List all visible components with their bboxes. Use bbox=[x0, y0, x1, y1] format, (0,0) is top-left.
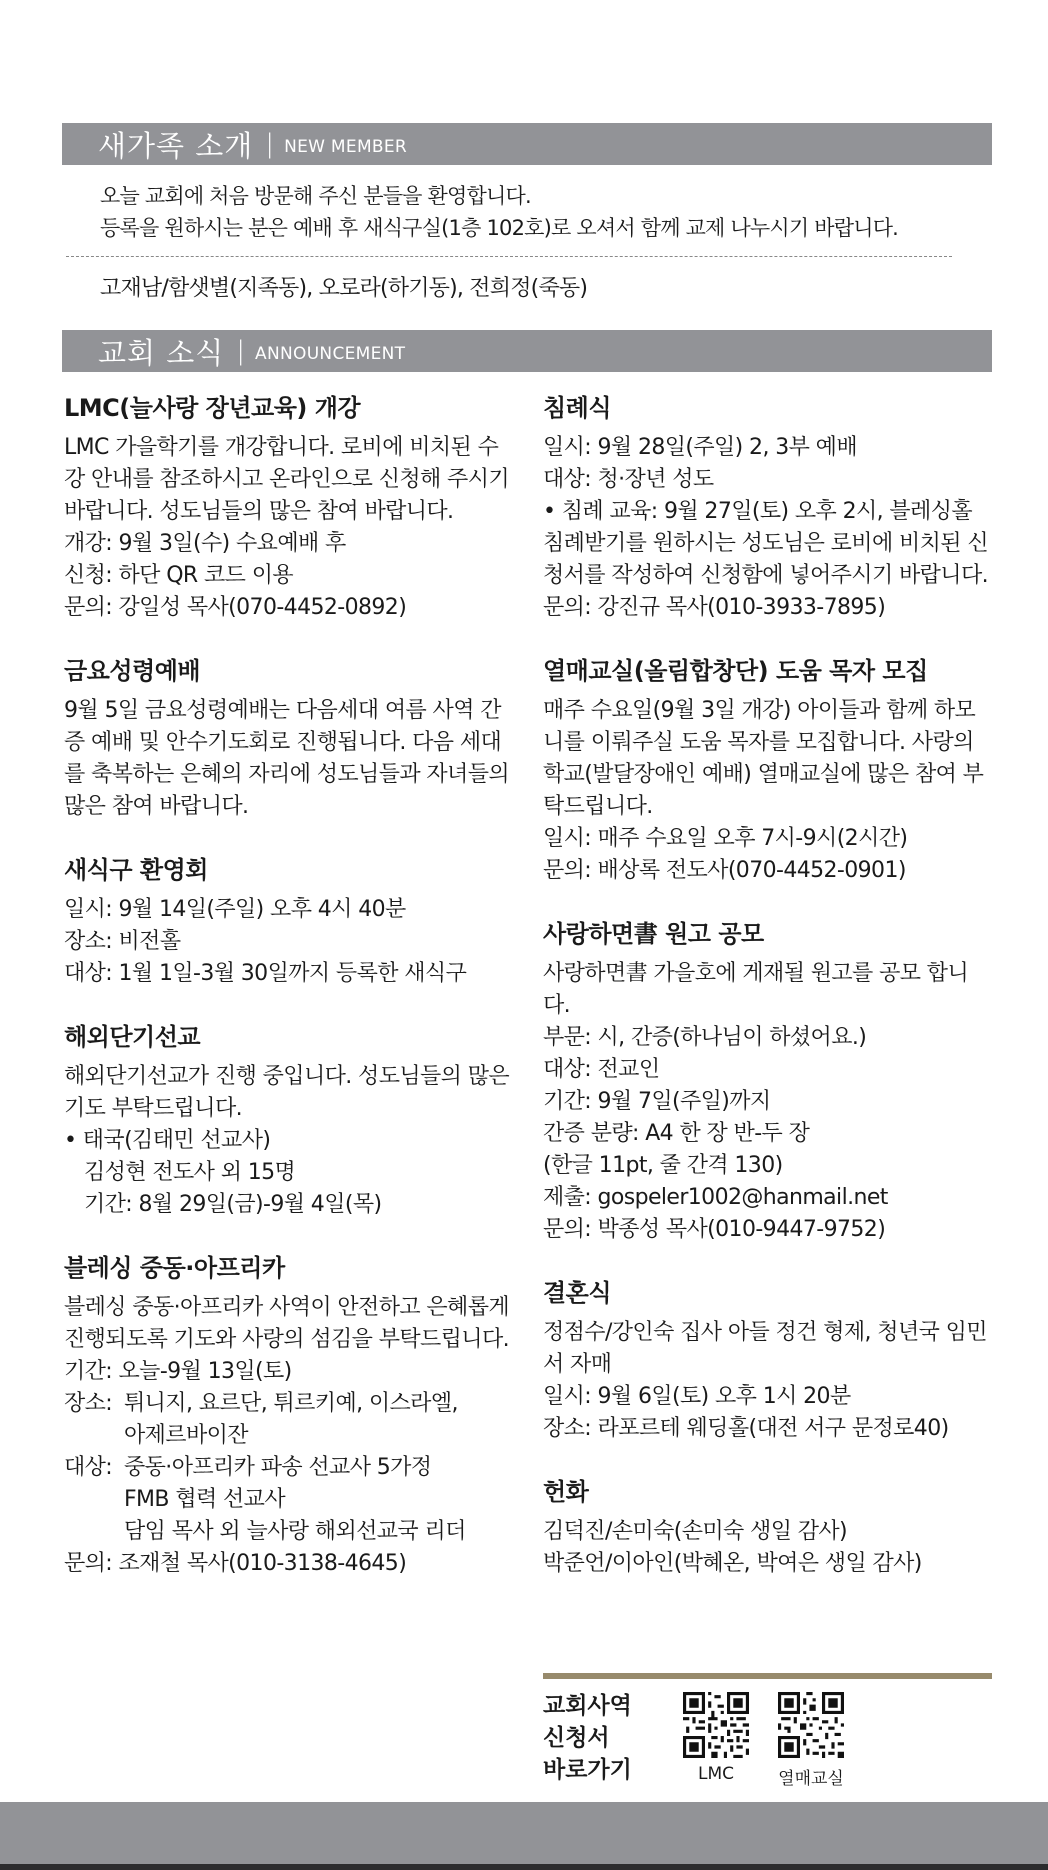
welcome-date: 일시: 9월 14일(주일) 오후 4시 40분 bbox=[64, 897, 406, 922]
lmc-body: LMC 가을학기를 개강합니다. 로비에 비치된 수강 안내를 참조하시고 온라인으로 신청해 주시기 바랍니다. 성도님들의 많은 참여 바랍니다. bbox=[64, 435, 510, 524]
gold-divider bbox=[543, 1673, 992, 1679]
announcement-title: 교회 소식 bbox=[98, 335, 225, 370]
baptism-body: 침례받기를 원하시는 성도님은 로비에 비치된 신청서를 작성하여 신청함에 넣어주시기 바랍니다. bbox=[543, 531, 989, 588]
fruit-date: 일시: 매주 수요일 오후 7시-9시(2시간) bbox=[543, 826, 908, 851]
baptism-target: 대상: 청·장년 성도 bbox=[543, 467, 714, 492]
blessing-section bbox=[64, 1252, 512, 1580]
blessing-place-2: 아제르바이잔 bbox=[124, 1423, 248, 1448]
blessing-place bbox=[64, 1388, 512, 1420]
letter-section bbox=[543, 918, 991, 1246]
lmc-apply: 신청: 하단 QR 코드 이용 bbox=[64, 563, 294, 588]
letter-format: (한글 11pt, 줄 간격 130) bbox=[543, 1153, 783, 1178]
flowers-line-2: 박준언/이아인(박혜온, 박여은 생일 감사) bbox=[543, 1551, 922, 1576]
baptism-contact: 문의: 강진규 목사(010-3933-7895) bbox=[543, 595, 886, 620]
mission-bullet: • 태국(김태민 선교사) bbox=[64, 1128, 271, 1153]
baptism-section bbox=[543, 392, 991, 624]
wedding-heading: 결혼식 bbox=[543, 1279, 612, 1307]
lmc-section bbox=[64, 392, 512, 624]
header-divider: | bbox=[265, 129, 275, 159]
friday-heading: 금요성령예배 bbox=[64, 657, 201, 685]
friday-section bbox=[64, 655, 512, 823]
blessing-heading: 블레싱 중동·아프리카 bbox=[64, 1254, 285, 1282]
new-member-subtitle: NEW MEMBER bbox=[284, 137, 408, 157]
blessing-target-3: 담임 목사 외 늘사랑 해외선교국 리더 bbox=[124, 1519, 466, 1544]
qr-label-line-1: 교회사역 bbox=[543, 1693, 632, 1719]
fruit-qr-caption: 열매교실 bbox=[778, 1769, 844, 1789]
fruit-qr-code[interactable] bbox=[778, 1692, 844, 1758]
baptism-heading: 침례식 bbox=[543, 394, 612, 422]
blessing-place-label: 장소: bbox=[64, 1391, 113, 1416]
wedding-section bbox=[543, 1277, 991, 1445]
left-column bbox=[64, 392, 512, 1611]
fruit-contact: 문의: 배상록 전도사(070-4452-0901) bbox=[543, 858, 906, 883]
friday-body: 9월 5일 금요성령예배는 다음세대 여름 사역 간증 예배 및 안수기도회로 진행됩니다. 다음 세대를 축복하는 은혜의 자리에 성도님들과 자녀들의 많은 참여 바랍니다. bbox=[64, 698, 510, 819]
lmc-heading: LMC(늘사랑 장년교육) 개강 bbox=[64, 394, 361, 422]
mission-period: 기간: 8월 29일(금)-9월 4일(목) bbox=[84, 1192, 382, 1217]
blessing-target-1: 중동·아프리카 파송 선교사 5가정 bbox=[124, 1455, 432, 1480]
mission-section bbox=[64, 1021, 512, 1221]
blessing-target bbox=[64, 1452, 512, 1484]
qr-label bbox=[543, 1690, 632, 1786]
wedding-place: 장소: 라포르테 웨딩홀(대전 서구 문정로40) bbox=[543, 1416, 949, 1441]
qr-label-line-2: 신청서 bbox=[543, 1725, 610, 1751]
welcome-heading: 새식구 환영회 bbox=[64, 856, 208, 884]
letter-period: 기간: 9월 7일(주일)까지 bbox=[543, 1089, 771, 1114]
fruit-heading: 열매교실(올림합창단) 도움 목자 모집 bbox=[543, 657, 928, 685]
flowers-heading: 헌화 bbox=[543, 1478, 589, 1506]
welcome-section bbox=[64, 854, 512, 990]
header-divider: | bbox=[236, 336, 246, 366]
new-member-intro-2: 등록을 원하시는 분은 예배 후 새식구실(1층 102호)로 오셔서 함께 교제 나누시기 바랍니다. bbox=[100, 216, 899, 240]
blessing-place-1: 튀니지, 요르단, 튀르키예, 이스라엘, bbox=[124, 1391, 458, 1416]
baptism-date: 일시: 9월 28일(주일) 2, 3부 예배 bbox=[543, 435, 857, 460]
blessing-target-label: 대상: bbox=[64, 1455, 113, 1480]
footer-band bbox=[0, 1802, 1048, 1870]
blessing-contact: 문의: 조재철 목사(010-3138-4645) bbox=[64, 1551, 407, 1576]
letter-heading: 사랑하면書 원고 공모 bbox=[543, 920, 764, 948]
letter-body: 사랑하면書 가을호에 게재될 원고를 공모 합니다. bbox=[543, 961, 969, 1018]
announcement-header bbox=[62, 330, 992, 372]
blessing-body: 블레싱 중동·아프리카 사역이 안전하고 은혜롭게 진행되도록 기도와 사랑의 섬김을 부탁드립니다. bbox=[64, 1295, 510, 1352]
new-member-names: 고재남/함샛별(지족동), 오로라(하기동), 전희정(죽동) bbox=[100, 276, 588, 301]
qr-label-line-3: 바로가기 bbox=[543, 1757, 632, 1783]
welcome-place: 장소: 비전홀 bbox=[64, 929, 181, 954]
lmc-start: 개강: 9월 3일(수) 수요예배 후 bbox=[64, 531, 346, 556]
new-member-intro-1: 오늘 교회에 처음 방문해 주신 분들을 환영합니다. bbox=[100, 184, 531, 208]
wedding-body: 정점수/강인숙 집사 아들 정건 형제, 청년국 임민서 자매 bbox=[543, 1320, 987, 1377]
letter-target: 대상: 전교인 bbox=[543, 1057, 660, 1082]
flowers-section bbox=[543, 1476, 991, 1580]
lmc-qr-caption: LMC bbox=[697, 1764, 734, 1784]
welcome-target: 대상: 1월 1일-3월 30일까지 등록한 새식구 bbox=[64, 961, 467, 986]
lmc-qr-code[interactable] bbox=[683, 1692, 749, 1758]
fruit-body: 매주 수요일(9월 3일 개강) 아이들과 함께 하모니를 이뤄주실 도움 목자를 모집합니다. 사랑의 학교(발달장애인 예배) 열매교실에 많은 참여 부탁드립니다. bbox=[543, 698, 984, 819]
new-member-title: 새가족 소개 bbox=[98, 128, 254, 163]
footer-edge bbox=[0, 1864, 1048, 1870]
blessing-period: 기간: 오늘-9월 13일(토) bbox=[64, 1359, 292, 1384]
wedding-date: 일시: 9월 6일(토) 오후 1시 20분 bbox=[543, 1384, 851, 1409]
fruit-section bbox=[543, 655, 991, 887]
letter-submit: 제출: gospeler1002@hanmail.net bbox=[543, 1185, 888, 1210]
letter-category: 부문: 시, 간증(하나님이 하셨어요.) bbox=[543, 1025, 867, 1050]
letter-contact: 문의: 박종성 목사(010-9447-9752) bbox=[543, 1217, 886, 1242]
letter-length: 간증 분량: A4 한 장 반-두 장 bbox=[543, 1121, 810, 1146]
mission-heading: 해외단기선교 bbox=[64, 1023, 201, 1051]
announcement-subtitle: ANNOUNCEMENT bbox=[255, 344, 406, 364]
new-member-header bbox=[62, 123, 992, 165]
mission-team: 김성현 전도사 외 15명 bbox=[84, 1160, 296, 1185]
baptism-education: • 침례 교육: 9월 27일(토) 오후 2시, 블레싱홀 bbox=[543, 499, 973, 524]
lmc-contact: 문의: 강일성 목사(070-4452-0892) bbox=[64, 595, 407, 620]
mission-body: 해외단기선교가 진행 중입니다. 성도님들의 많은 기도 부탁드립니다. bbox=[64, 1064, 510, 1121]
blessing-target-2: FMB 협력 선교사 bbox=[124, 1487, 285, 1512]
dashed-divider bbox=[66, 256, 952, 257]
flowers-line-1: 김덕진/손미숙(손미숙 생일 감사) bbox=[543, 1519, 848, 1544]
right-column bbox=[543, 392, 991, 1611]
